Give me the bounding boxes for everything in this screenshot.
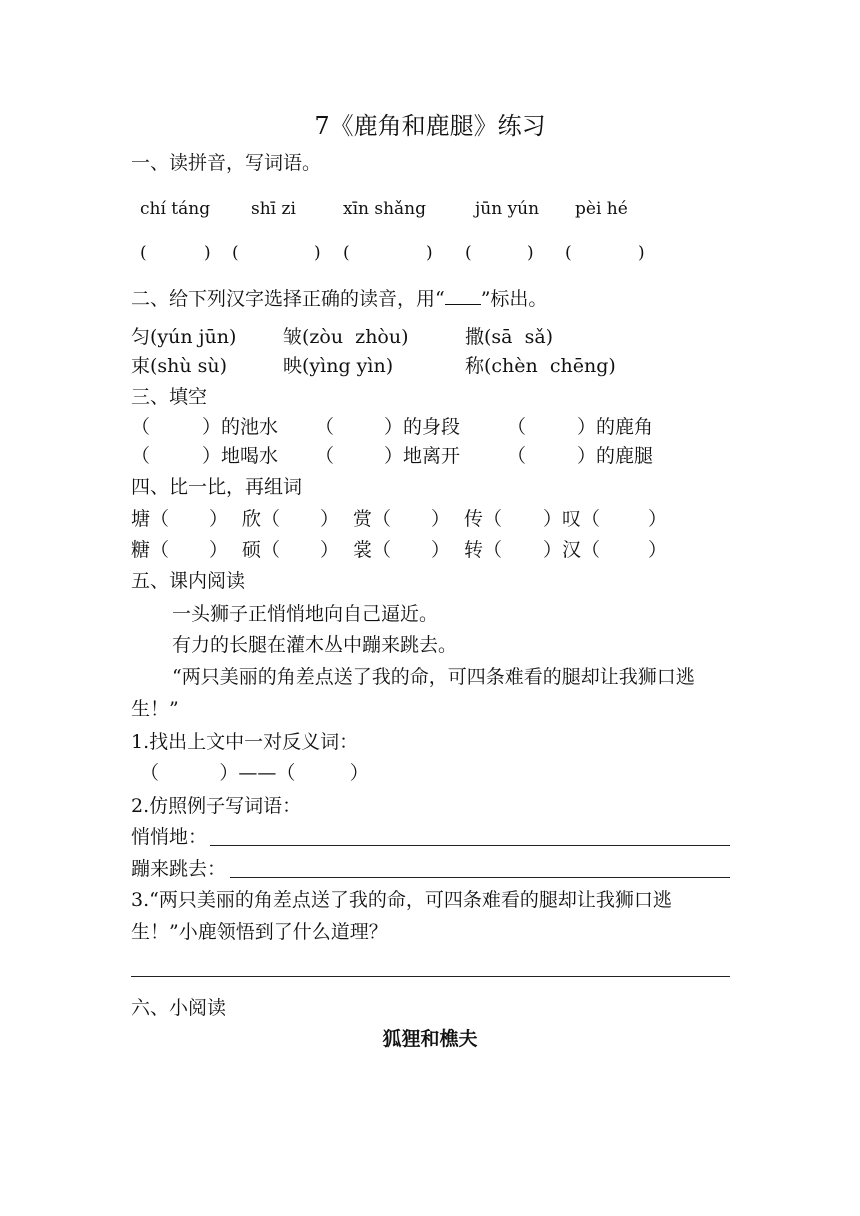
fill-phrase: ）的鹿腿: [577, 445, 654, 467]
fill-open: （: [131, 416, 151, 438]
fill-open: （: [131, 445, 151, 467]
compare-item: 塘（: [131, 508, 170, 530]
compare-close: ）: [320, 539, 340, 561]
answer-blank-open: (: [465, 243, 472, 263]
passage-line: “两只美丽的角差点送了我的命，可四条难看的腿却让我狮口逃: [172, 666, 695, 688]
pinyin-1: chí táng: [140, 199, 211, 219]
compare-item: 欣（: [242, 508, 281, 530]
question-3-cont: 生！”小鹿领悟到了什么道理？: [131, 921, 388, 943]
section-3-heading: 三、填空: [131, 386, 208, 408]
fill-open: （: [507, 416, 527, 438]
section-1-heading: 一、读拼音，写词语。: [131, 152, 322, 174]
question-3: 3.“两只美丽的角差点送了我的命，可四条难看的腿却让我狮口逃: [131, 889, 672, 911]
compare-close: ）: [209, 539, 229, 561]
pinyin-5: pèi hé: [575, 199, 628, 219]
reading-item: 映(yìng yìn): [283, 355, 394, 377]
answer-line: [131, 976, 730, 977]
compare-close: ）: [648, 508, 668, 530]
page-title: 7《鹿角和鹿腿》练习: [314, 112, 546, 140]
answer-blank-open: (: [343, 243, 350, 263]
compare-item: 裳（: [353, 539, 392, 561]
pinyin-2: shī zi: [251, 199, 296, 219]
compare-close: ）: [431, 539, 451, 561]
story-title: 狐狸和樵夫: [382, 1028, 478, 1050]
answer-blank-open: (: [140, 243, 147, 263]
fill-phrase: ）的鹿角: [577, 416, 654, 438]
pinyin-3: xīn shǎng: [343, 199, 427, 219]
heading-text-pre: 二、给下列汉字选择正确的读音，用“: [131, 288, 445, 310]
question-2: 2.仿照例子写词语：: [131, 795, 302, 817]
reading-item: 束(shù sù): [131, 355, 228, 377]
compare-item: ）叹（: [543, 508, 601, 530]
heading-text-post: ”标出。: [480, 288, 548, 310]
question-1-answer: （ ）——（ ）: [140, 762, 369, 784]
fill-open: （: [507, 445, 527, 467]
fill-phrase: ）的池水: [202, 416, 279, 438]
reading-item: 称(chèn chēng): [465, 355, 616, 377]
section-5-heading: 五、课内阅读: [131, 570, 246, 592]
fill-open: （: [315, 416, 335, 438]
question-1: 1.找出上文中一对反义词：: [131, 731, 359, 753]
answer-blank-close: ): [204, 243, 211, 263]
compare-item: 赏（: [353, 508, 392, 530]
answer-blank-close: ): [638, 243, 645, 263]
compare-close: ）: [431, 508, 451, 530]
fill-phrase: ）地喝水: [202, 445, 279, 467]
reading-item: 撒(sā sǎ): [465, 326, 554, 348]
compare-item: 传（: [464, 508, 503, 530]
underline-mark: [445, 288, 481, 305]
answer-line: [230, 877, 730, 878]
fill-open: （: [315, 445, 335, 467]
example-label: 悄悄地：: [131, 826, 208, 848]
example-label: 蹦来跳去：: [131, 858, 227, 880]
answer-line: [210, 845, 730, 846]
fill-phrase: ）的身段: [384, 416, 461, 438]
compare-item: ）汉（: [543, 539, 601, 561]
section-6-heading: 六、小阅读: [131, 997, 227, 1019]
compare-item: 糖（: [131, 539, 170, 561]
section-4-heading: 四、比一比，再组词: [131, 476, 303, 498]
compare-close: ）: [648, 539, 668, 561]
compare-item: 硕（: [242, 539, 281, 561]
answer-blank-open: (: [565, 243, 572, 263]
answer-blank-close: ): [527, 243, 534, 263]
passage-line: 生！”: [131, 698, 179, 720]
fill-phrase: ）地离开: [384, 445, 461, 467]
reading-item: 匀(yún jūn): [131, 326, 237, 348]
compare-close: ）: [320, 508, 340, 530]
answer-blank-close: ): [314, 243, 321, 263]
compare-close: ）: [209, 508, 229, 530]
compare-item: 转（: [464, 539, 503, 561]
answer-blank-close: ): [426, 243, 433, 263]
passage-line: 有力的长腿在灌木丛中蹦来跳去。: [172, 634, 458, 656]
section-2-heading: [131, 288, 547, 310]
answer-blank-open: (: [232, 243, 239, 263]
passage-line: 一头狮子正悄悄地向自己逼近。: [172, 603, 439, 625]
reading-item: 皱(zòu zhòu): [283, 326, 409, 348]
pinyin-4: jūn yún: [475, 199, 540, 219]
